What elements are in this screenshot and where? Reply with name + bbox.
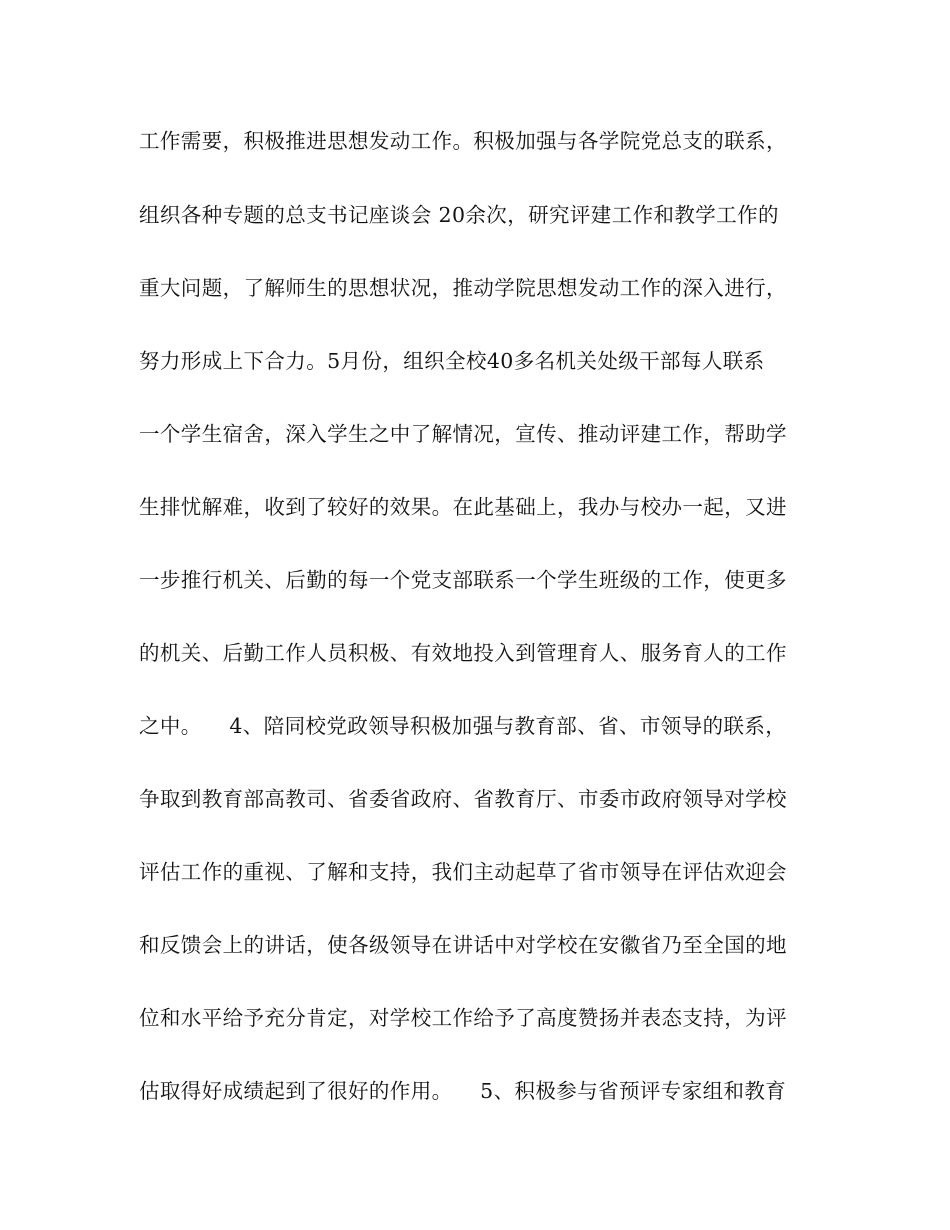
text-line: 重大问题，了解师生的思想状况，推动学院思想发动工作的深入进行，: [139, 276, 787, 300]
text-line: 争取到教育部高教司、省委省政府、省教育厅、市委市政府领导对学校: [139, 787, 787, 811]
text-line: 工作需要，积极推进思想发动工作。积极加强与各学院党总支的联系，: [139, 129, 787, 153]
text-line: 努力形成上下合力。5月份，组织全校40多名机关处级干部每人联系: [139, 349, 765, 373]
text-line: 评估工作的重视、了解和支持，我们主动起草了省市领导在评估欢迎会: [139, 860, 787, 884]
text-line: 位和水平给予充分肯定，对学校工作给予了高度赞扬并表态支持，为评: [139, 1006, 787, 1030]
text-line: 之中。 4、陪同校党政领导积极加强与教育部、省、市领导的联系，: [139, 714, 787, 738]
text-line: 估取得好成绩起到了很好的作用。 5、积极参与省预评专家组和教育: [139, 1079, 787, 1103]
text-line: 组织各种专题的总支书记座谈会 20余次，研究评建工作和教学工作的: [139, 203, 779, 227]
text-line: 的机关、后勤工作人员积极、有效地投入到管理育人、服务育人的工作: [139, 641, 787, 665]
text-line: 生排忧解难，收到了较好的效果。在此基础上，我办与校办一起，又进: [139, 495, 787, 519]
text-line: 和反馈会上的讲话，使各级领导在讲话中对学校在安徽省乃至全国的地: [139, 933, 787, 957]
text-line: 一步推行机关、后勤的每一个党支部联系一个学生班级的工作，使更多: [139, 568, 787, 592]
text-line: 一个学生宿舍，深入学生之中了解情况，宣传、推动评建工作，帮助学: [139, 422, 787, 446]
